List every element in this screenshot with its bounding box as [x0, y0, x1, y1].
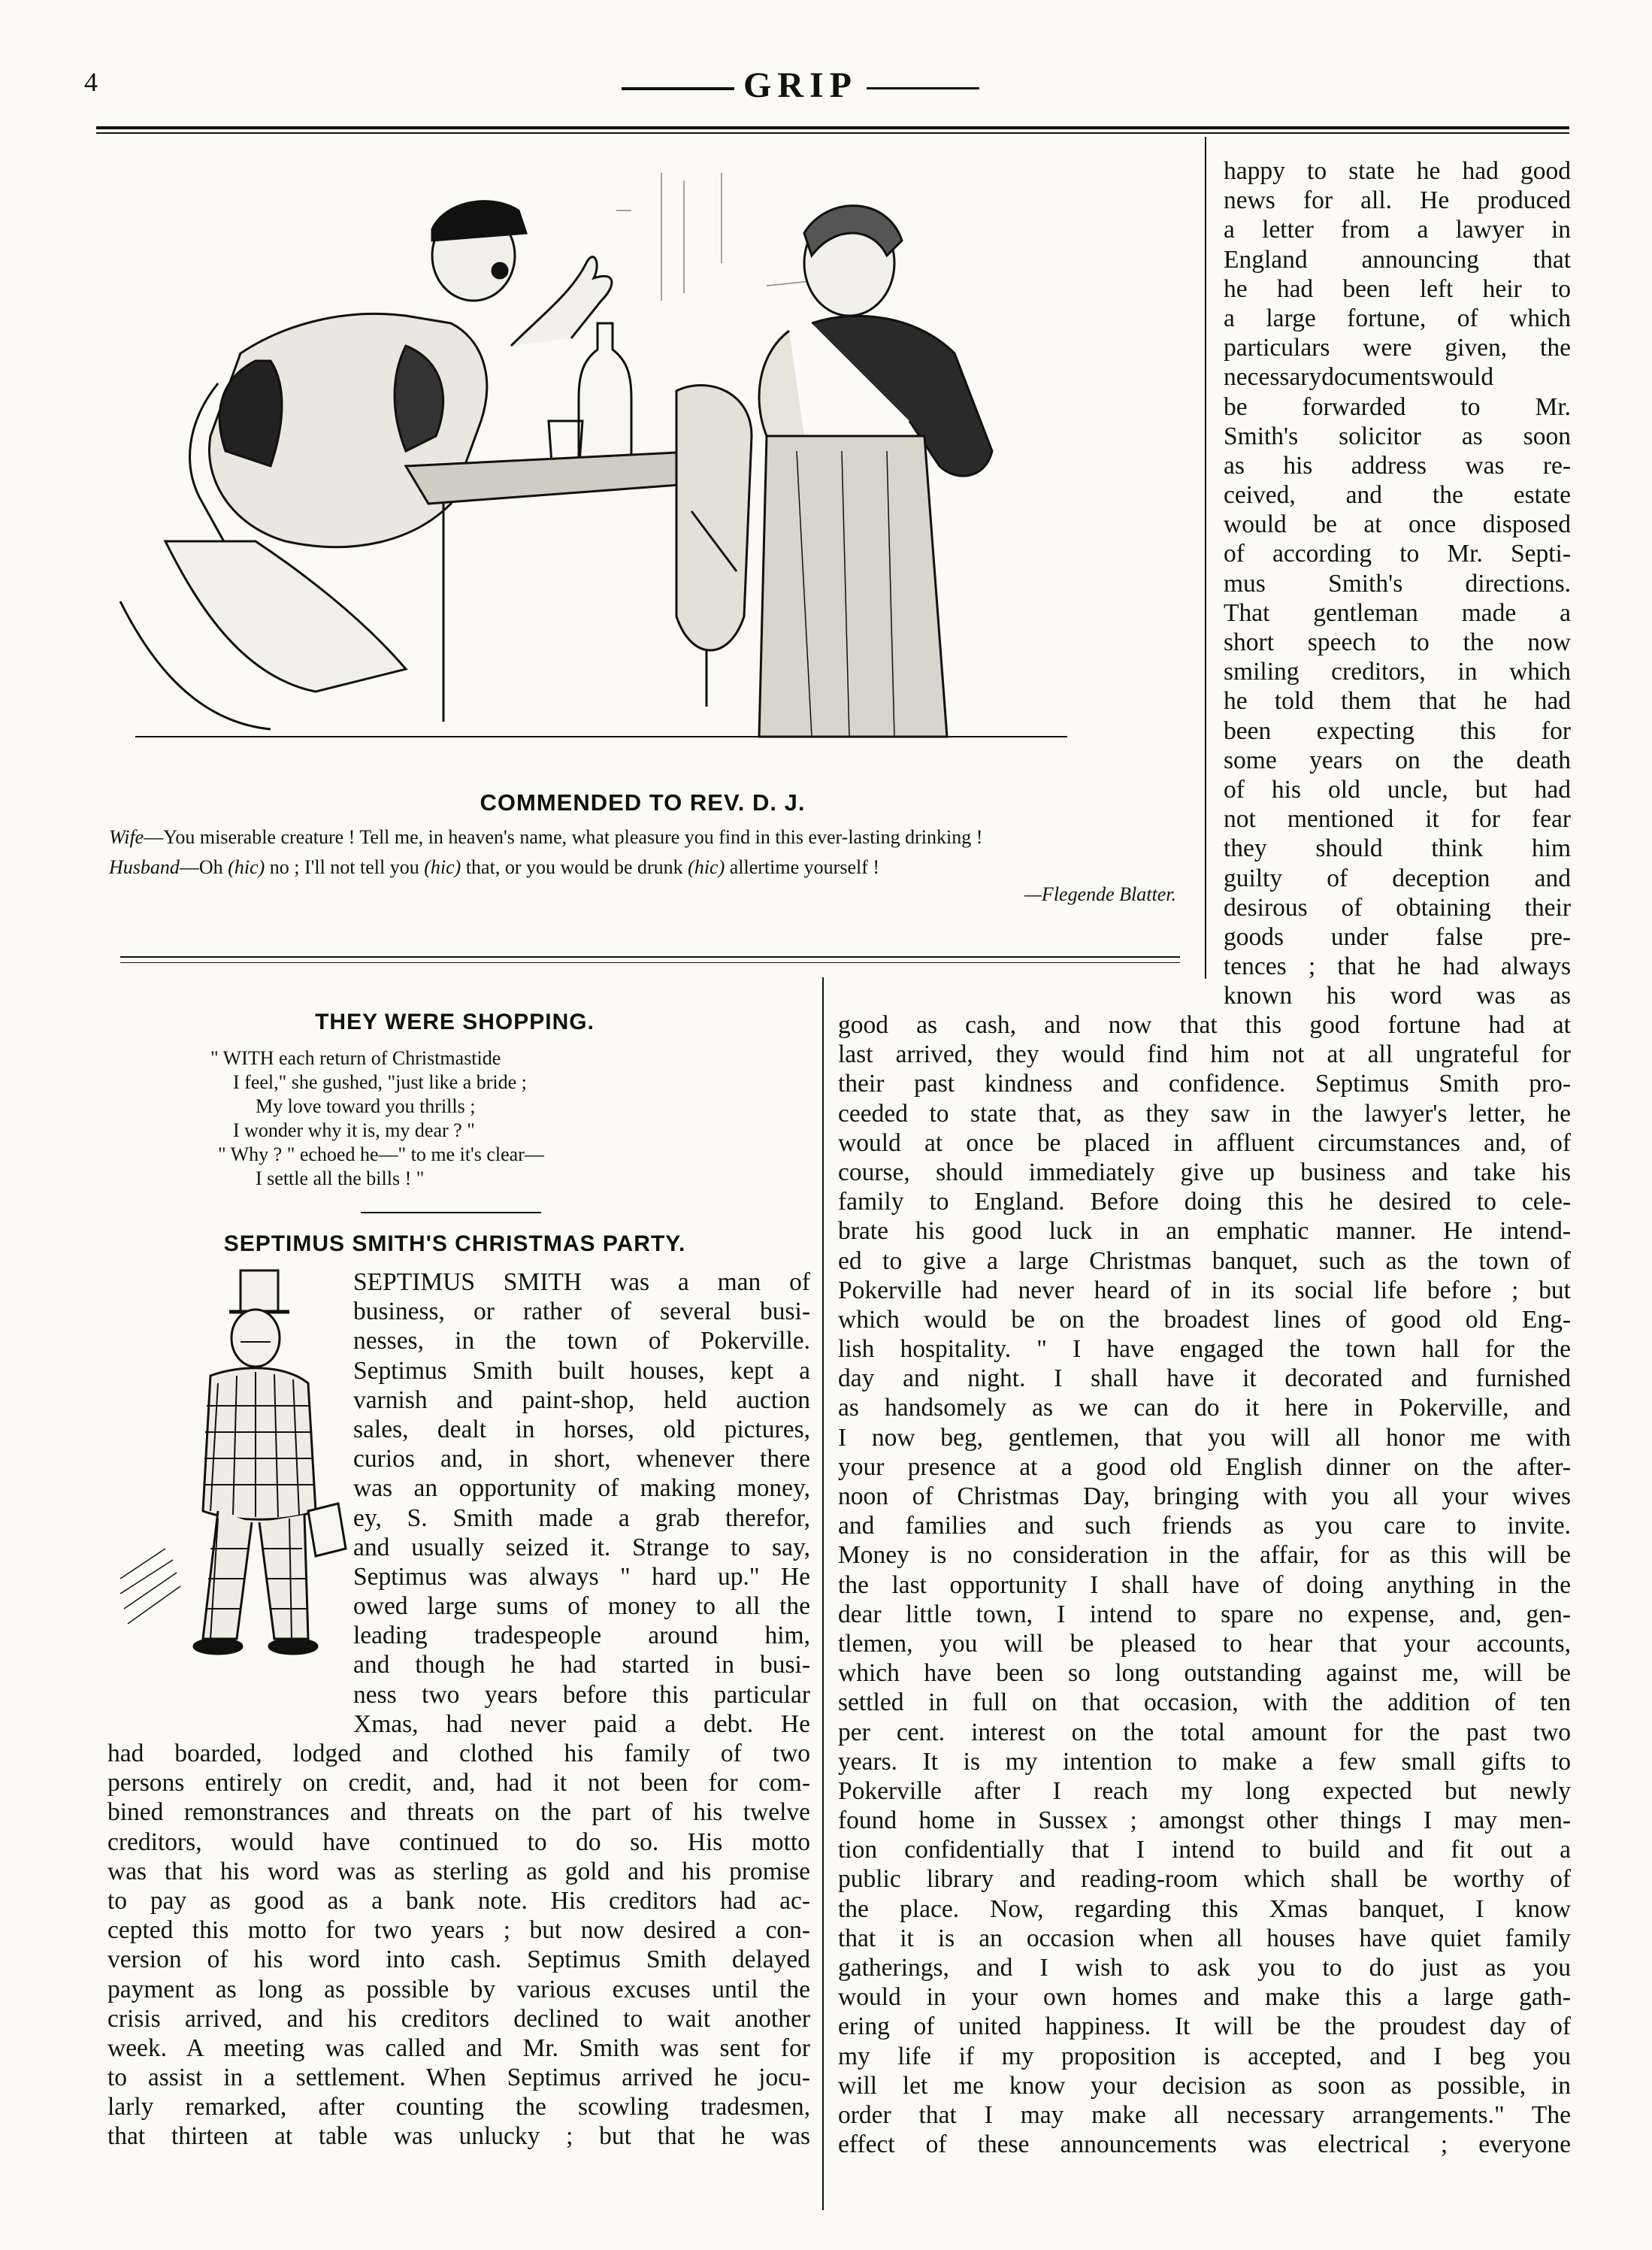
text-line: to assist in a settlement. When Septimus arrived he jocu-: [107, 2064, 810, 2092]
text-line: of according to Mr. Septi-: [1224, 540, 1571, 568]
poem-line: " WITH each return of Christmastide: [210, 1047, 501, 1069]
text-line: brate his good luck in an emphatic manner. He intend-: [838, 1217, 1571, 1246]
masthead-title: GRIP: [743, 65, 858, 105]
header-rule-thin: [96, 132, 1569, 134]
text-line: necessarydocumentswould: [1224, 363, 1494, 392]
text-line: smiling creditors, in which: [1224, 658, 1571, 686]
story-title: SEPTIMUS SMITH'S CHRISTMAS PARTY.: [223, 1231, 686, 1256]
text-line: ceived, and the estate: [1224, 481, 1571, 510]
text-line: will let me know your decision as soon as possible, in: [838, 2071, 1571, 2100]
text-line: per cent. interest on the total amount for the past two: [838, 1718, 1571, 1746]
text-line: course, should immediately give up business and take his: [838, 1158, 1571, 1186]
text-line: varnish and paint-shop, held auction: [353, 1385, 810, 1414]
cartoon-bottom-rule-thin: [120, 962, 1180, 963]
text-line: Pokerville had never heard of in its social life before ; but: [838, 1276, 1571, 1304]
text-line: my life if my proposition is accepted, and I beg you: [838, 2042, 1571, 2070]
cartoon-dialog: [109, 824, 1191, 908]
poem-line: " Why ? " echoed he—" to me it's clear—: [218, 1143, 544, 1165]
text-line: and usually seized it. Strange to say,: [353, 1533, 810, 1561]
shopping-poem: [210, 1046, 737, 1191]
wife-speaker: Wife: [109, 826, 144, 848]
text-line: ness two years before this particular: [353, 1680, 810, 1709]
cartoon-source-text: —Flegende Blatter.: [1024, 883, 1176, 905]
text-line: of his old uncle, but had: [1224, 775, 1571, 804]
husband-line: [109, 854, 1191, 881]
text-line: a letter from a lawyer in: [1224, 216, 1571, 244]
text-line: goods under false pre-: [1224, 922, 1571, 951]
story-wrap-text: [353, 1267, 810, 1739]
text-line: day and night. I shall have it decorated and furnished: [838, 1364, 1571, 1393]
text-line: that it is an occasion when all houses have quiet family: [838, 1924, 1571, 1952]
text-line: he had been left heir to: [1224, 274, 1571, 303]
text-line: creditors, would have continued to do so. His motto: [107, 1828, 810, 1856]
text-line: some years on the death: [1224, 746, 1571, 774]
text-line: Money is no consideration in the affair, for as this will be: [838, 1541, 1571, 1570]
right-bottom-column: [838, 1010, 1571, 2159]
wife-line: [109, 824, 1191, 851]
text-line: Septimus was always " hard up." He: [353, 1562, 810, 1591]
column-divider-top: [1205, 137, 1206, 979]
text-line: guilty of deception and: [1224, 864, 1571, 892]
text-line: ering of united happiness. It will be the proudest day of: [838, 2012, 1571, 2041]
text-line: known his word was as: [1224, 982, 1571, 1010]
page-number: 4: [84, 67, 98, 97]
text-line: order that I may make all necessary arrangements." The: [838, 2100, 1571, 2129]
septimus-figure-illustration: [105, 1263, 353, 1684]
poem-line: I wonder why it is, my dear ? ": [233, 1119, 475, 1141]
text-line: would be at once disposed: [1224, 510, 1571, 539]
text-line: as handsomely as we can do it here in Pokerville, and: [838, 1394, 1571, 1422]
text-line: was an opportunity of making money,: [353, 1474, 810, 1503]
text-line: tences ; that he had always: [1224, 952, 1571, 981]
text-line: public library and reading-room which shall be worthy of: [838, 1865, 1571, 1894]
cartoon-illustration: [90, 150, 1195, 782]
text-line: version of his word into cash. Septimus Smith delayed: [107, 1946, 810, 1974]
text-line: lish hospitality. " I have engaged the town hall for the: [838, 1335, 1571, 1364]
text-line: would in your own homes and make this a large gath-: [838, 1983, 1571, 2012]
header-rule: [96, 126, 1569, 129]
text-line: ed to give a large Christmas banquet, such as the town of: [838, 1246, 1571, 1275]
text-line: Smith's solicitor as soon: [1224, 422, 1571, 450]
husband-text-b: no ; I'll not tell you: [265, 856, 425, 878]
right-top-column: [1224, 156, 1571, 1010]
text-line: good as cash, and now that this good fortune had at: [838, 1011, 1571, 1039]
text-line: your presence at a good old English dinner on the after-: [838, 1452, 1571, 1481]
text-line: that thirteen at table was unlucky ; but that he was: [107, 2122, 810, 2151]
poem-divider: [361, 1212, 541, 1213]
text-line: bined remonstrances and threats on the part of his twelve: [107, 1798, 810, 1827]
text-line: been expecting this for: [1224, 716, 1571, 745]
text-line: they should think him: [1224, 834, 1571, 863]
text-line: which would be on the broadest lines of good old Eng-: [838, 1305, 1571, 1334]
text-line: their past kindness and confidence. Septimus Smith pro-: [838, 1070, 1571, 1098]
text-line: dear little town, I intend to spare no expense, and, gen-: [838, 1600, 1571, 1628]
text-line: found home in Sussex ; amongst other things I may men-: [838, 1806, 1571, 1835]
text-line: desirous of obtaining their: [1224, 893, 1571, 922]
text-line: news for all. He produced: [1224, 186, 1571, 215]
hic-2: (hic): [424, 856, 461, 878]
text-line: curios and, in short, whenever there: [353, 1445, 810, 1473]
text-line: Xmas, had never paid a debt. He: [353, 1709, 810, 1738]
hic-3: (hic): [688, 856, 725, 878]
masthead: [556, 65, 1045, 106]
text-line: leading tradespeople around him,: [353, 1622, 810, 1650]
text-line: happy to state he had good: [1224, 157, 1571, 185]
text-line: gatherings, and I wish to ask you to do just as you: [838, 1954, 1571, 1982]
text-line: effect of these announcements was electrical ; everyone: [838, 2130, 1571, 2159]
text-line: noon of Christmas Day, bringing with you all your wives: [838, 1482, 1571, 1510]
text-line: years. It is my intention to make a few small gifts to: [838, 1747, 1571, 1776]
text-line: and though he had started in busi-: [353, 1651, 810, 1679]
text-line: be forwarded to Mr.: [1224, 392, 1571, 421]
text-line: owed large sums of money to all the: [353, 1592, 810, 1621]
text-line: not mentioned it for fear: [1224, 805, 1571, 834]
text-line: business, or rather of several busi-: [353, 1298, 810, 1326]
text-line: was that his word was as sterling as gold and his promise: [107, 1857, 810, 1885]
text-line: payment as long as possible by various excuses until the: [107, 1975, 810, 2003]
column-divider-bottom: [822, 977, 824, 2210]
text-line: England announcing that: [1224, 245, 1571, 274]
hic-1: (hic): [228, 856, 265, 878]
text-line: settled in full on that occasion, with the addition of ten: [838, 1688, 1571, 1717]
poem-line: I settle all the bills ! ": [256, 1167, 425, 1189]
text-line: tlemen, you will be pleased to hear that your accounts,: [838, 1629, 1571, 1658]
text-line: as his address was re-: [1224, 451, 1571, 480]
husband-text-c: that, or you would be drunk: [461, 856, 688, 878]
text-line: week. A meeting was called and Mr. Smith was sent for: [107, 2033, 810, 2062]
text-line: family to England. Before doing this he desired to cele-: [838, 1188, 1571, 1216]
cartoon-bottom-rule: [120, 956, 1180, 958]
text-line: That gentleman made a: [1224, 598, 1571, 627]
text-line: which have been so long outstanding against me, will be: [838, 1659, 1571, 1688]
text-line: I now beg, gentlemen, that you will all honor me with: [838, 1423, 1571, 1452]
text-line: to pay as good as a bank note. His creditors had ac-: [107, 1886, 810, 1915]
text-line: crisis arrived, and his creditors declined to wait another: [107, 2004, 810, 2033]
cartoon-title: COMMENDED TO REV. D. J.: [480, 789, 806, 816]
husband-text-d: allertime yourself !: [725, 856, 880, 878]
text-line: short speech to the now: [1224, 628, 1571, 656]
text-line: the place. Now, regarding this Xmas banquet, I know: [838, 1894, 1571, 1923]
text-line: SEPTIMUS SMITH was a man of: [353, 1268, 810, 1296]
text-line: mus Smith's directions.: [1224, 569, 1571, 598]
poem-line: My love toward you thrills ;: [256, 1095, 476, 1117]
text-line: nesses, in the town of Pokerville.: [353, 1327, 810, 1355]
text-line: Pokerville after I reach my long expected but newly: [838, 1776, 1571, 1805]
husband-text-a: —Oh: [179, 856, 228, 878]
text-line: larly remarked, after counting the scowling tradesmen,: [107, 2093, 810, 2121]
text-line: last arrived, they would find him not at all ungrateful for: [838, 1040, 1571, 1069]
text-line: ceeded to state that, as they saw in the lawyer's letter, he: [838, 1099, 1571, 1128]
text-line: persons entirely on credit, and, had it not been for com-: [107, 1769, 810, 1797]
text-line: sales, dealt in horses, old pictures,: [353, 1415, 810, 1443]
text-line: he told them that he had: [1224, 687, 1571, 716]
text-line: particulars were given, the: [1224, 334, 1571, 362]
text-line: cepted this motto for two years ; but now desired a con-: [107, 1916, 810, 1945]
cartoon-source: [109, 881, 1176, 908]
wife-text: —You miserable creature ! Tell me, in heaven's name, what pleasure you find in this ever-lasting drinking !: [144, 826, 983, 848]
shopping-title: THEY WERE SHOPPING.: [315, 1010, 595, 1034]
text-line: the last opportunity I shall have of doing anything in the: [838, 1570, 1571, 1599]
text-line: a large fortune, of which: [1224, 304, 1571, 332]
text-line: ey, S. Smith made a grab therefor,: [353, 1504, 810, 1532]
text-line: tion confidentially that I intend to build and fit out a: [838, 1836, 1571, 1864]
text-line: would at once be placed in affluent circumstances and, of: [838, 1128, 1571, 1157]
husband-speaker: Husband: [109, 856, 180, 878]
text-line: Septimus Smith built houses, kept a: [353, 1356, 810, 1385]
story-full-text: [107, 1739, 810, 2152]
masthead-rule-right: [867, 87, 979, 89]
masthead-rule-left: [622, 87, 734, 90]
text-line: had boarded, lodged and clothed his family of two: [107, 1740, 810, 1767]
text-line: and families and such friends as you care to invite.: [838, 1512, 1571, 1540]
poem-line: I feel," she gushed, "just like a bride ;: [233, 1071, 527, 1093]
